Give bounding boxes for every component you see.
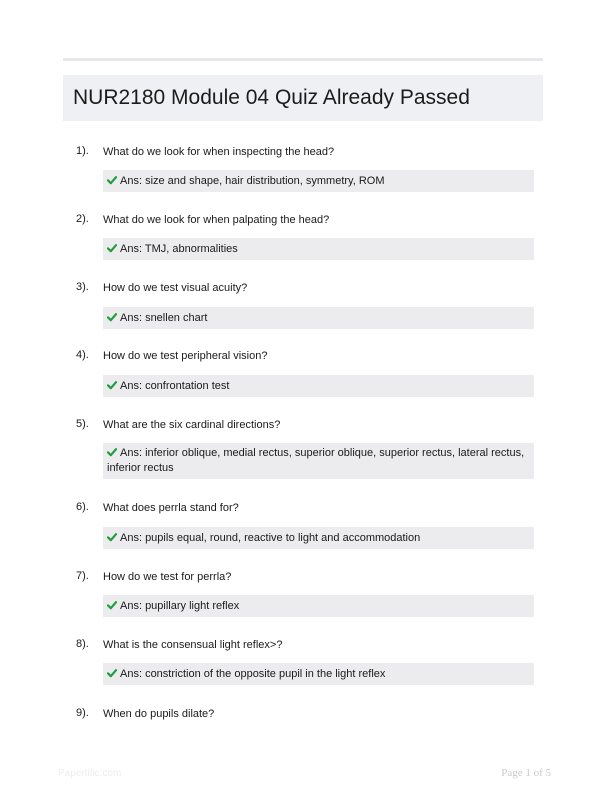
check-icon xyxy=(107,175,117,185)
answer-text: Ans: TMJ, abnormalities xyxy=(120,243,238,255)
answer-text: Ans: pupils equal, round, reactive to light and accommodation xyxy=(120,532,421,544)
question-text: What do we look for when palpating the head? xyxy=(103,214,330,226)
answer-box xyxy=(103,527,534,549)
question-number: 2). xyxy=(76,213,89,225)
watermark: Papertific.com xyxy=(58,768,122,779)
check-icon xyxy=(107,668,117,678)
answer-box xyxy=(103,307,534,329)
check-icon xyxy=(107,532,117,542)
answer-text: Ans: confrontation test xyxy=(120,380,230,392)
question-number: 1). xyxy=(76,145,89,157)
question-number: 4). xyxy=(76,349,89,361)
answer-box xyxy=(103,170,534,192)
question-number: 6). xyxy=(76,501,89,513)
answer-box xyxy=(103,443,534,479)
answer-box xyxy=(103,595,534,617)
answer-text: Ans: snellen chart xyxy=(120,312,208,324)
question-text: When do pupils dilate? xyxy=(103,708,215,720)
check-icon xyxy=(107,447,117,457)
question-text: What is the consensual light reflex>? xyxy=(103,639,283,651)
question-number: 3). xyxy=(76,281,89,293)
question-text: What do we look for when inspecting the head? xyxy=(103,146,335,158)
question-number: 8). xyxy=(76,638,89,650)
top-rule xyxy=(63,58,543,61)
answer-text: Ans: pupillary light reflex xyxy=(120,600,240,612)
check-icon xyxy=(107,243,117,253)
title-bar xyxy=(63,75,543,121)
page-title: NUR2180 Module 04 Quiz Already Passed xyxy=(73,86,470,109)
answer-box xyxy=(103,238,534,260)
check-icon xyxy=(107,380,117,390)
question-text: What are the six cardinal directions? xyxy=(103,419,281,431)
answer-box xyxy=(103,663,534,685)
question-number: 7). xyxy=(76,570,89,582)
question-number: 5). xyxy=(76,418,89,430)
question-text: How do we test peripheral vision? xyxy=(103,350,268,362)
answer-text: Ans: inferior oblique, medial rectus, superior oblique, superior rectus, lateral rectus, inferior rectus xyxy=(107,447,525,474)
question-text: What does perrla stand for? xyxy=(103,502,239,514)
page-indicator: Page 1 of 5 xyxy=(501,767,551,779)
question-text: How do we test for perrla? xyxy=(103,571,232,583)
question-number: 9). xyxy=(76,707,89,719)
answer-box xyxy=(103,375,534,397)
question-text: How do we test visual acuity? xyxy=(103,282,248,294)
answer-text: Ans: constriction of the opposite pupil in the light reflex xyxy=(120,668,386,680)
check-icon xyxy=(107,600,117,610)
answer-text: Ans: size and shape, hair distribution, symmetry, ROM xyxy=(120,175,385,187)
check-icon xyxy=(107,312,117,322)
